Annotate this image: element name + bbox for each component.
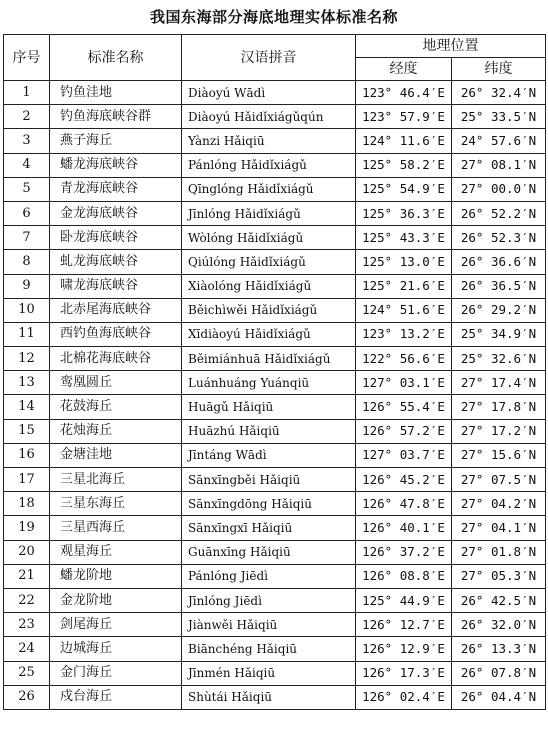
- row-standard-name: 金门海丘: [50, 661, 182, 685]
- row-pinyin: Diàoyú Wādì: [182, 81, 356, 105]
- row-longitude: 124° 11.6′E: [356, 129, 452, 153]
- row-standard-name: 边城海丘: [50, 637, 182, 661]
- row-standard-name: 鸾凰圆丘: [50, 371, 182, 395]
- table-row: [4, 468, 546, 492]
- row-index: 25: [4, 661, 50, 685]
- row-index: 5: [4, 177, 50, 201]
- row-longitude: 126° 08.8′E: [356, 564, 452, 588]
- row-pinyin: Jīnlóng Hǎidǐxiágǔ: [182, 201, 356, 225]
- row-index: 2: [4, 105, 50, 129]
- row-index: 6: [4, 201, 50, 225]
- row-pinyin: Sānxīngdōng Hǎiqiū: [182, 492, 356, 516]
- table-row: [4, 637, 546, 661]
- header-latitude: 纬度: [452, 58, 546, 81]
- row-index: 8: [4, 250, 50, 274]
- row-longitude: 126° 37.2′E: [356, 540, 452, 564]
- table-row: [4, 322, 546, 346]
- row-index: 19: [4, 516, 50, 540]
- row-longitude: 126° 47.8′E: [356, 492, 452, 516]
- table-row: [4, 395, 546, 419]
- row-latitude: 27° 00.0′N: [452, 177, 546, 201]
- row-latitude: 26° 32.4′N: [452, 81, 546, 105]
- table-row: [4, 371, 546, 395]
- geographic-names-table: [3, 34, 546, 710]
- row-longitude: 125° 58.2′E: [356, 153, 452, 177]
- row-pinyin: Pánlóng Jiēdì: [182, 564, 356, 588]
- row-latitude: 26° 13.3′N: [452, 637, 546, 661]
- row-pinyin: Biānchéng Hǎiqiū: [182, 637, 356, 661]
- row-index: 9: [4, 274, 50, 298]
- row-longitude: 126° 45.2′E: [356, 468, 452, 492]
- table-row: [4, 540, 546, 564]
- row-longitude: 125° 36.3′E: [356, 201, 452, 225]
- row-longitude: 123° 46.4′E: [356, 81, 452, 105]
- table-row: [4, 177, 546, 201]
- row-longitude: 126° 57.2′E: [356, 419, 452, 443]
- row-index: 23: [4, 613, 50, 637]
- row-latitude: 26° 07.8′N: [452, 661, 546, 685]
- row-longitude: 125° 44.9′E: [356, 588, 452, 612]
- row-latitude: 27° 05.3′N: [452, 564, 546, 588]
- row-pinyin: Shùtái Hǎiqiū: [182, 685, 356, 709]
- row-longitude: 125° 54.9′E: [356, 177, 452, 201]
- row-longitude: 123° 57.9′E: [356, 105, 452, 129]
- row-index: 10: [4, 298, 50, 322]
- row-standard-name: 三星东海丘: [50, 492, 182, 516]
- table-row: [4, 105, 546, 129]
- row-latitude: 26° 29.2′N: [452, 298, 546, 322]
- row-standard-name: 虬龙海底峡谷: [50, 250, 182, 274]
- row-latitude: 27° 07.5′N: [452, 468, 546, 492]
- header-longitude: 经度: [356, 58, 452, 81]
- table-row: [4, 685, 546, 709]
- row-standard-name: 金龙阶地: [50, 588, 182, 612]
- row-longitude: 126° 12.9′E: [356, 637, 452, 661]
- row-latitude: 26° 36.5′N: [452, 274, 546, 298]
- row-latitude: 27° 04.1′N: [452, 516, 546, 540]
- row-pinyin: Qiúlóng Hǎidǐxiágǔ: [182, 250, 356, 274]
- table-row: [4, 81, 546, 105]
- row-standard-name: 蟠龙阶地: [50, 564, 182, 588]
- table-row: [4, 613, 546, 637]
- row-longitude: 126° 55.4′E: [356, 395, 452, 419]
- table-body: [4, 81, 546, 710]
- row-standard-name: 钓鱼洼地: [50, 81, 182, 105]
- table-row: [4, 250, 546, 274]
- row-standard-name: 蟠龙海底峡谷: [50, 153, 182, 177]
- row-pinyin: Sānxīngběi Hǎiqiū: [182, 468, 356, 492]
- table-row: [4, 443, 546, 467]
- row-latitude: 27° 01.8′N: [452, 540, 546, 564]
- row-longitude: 126° 17.3′E: [356, 661, 452, 685]
- row-standard-name: 戍台海丘: [50, 685, 182, 709]
- row-index: 1: [4, 81, 50, 105]
- header-index: 序号: [4, 35, 50, 81]
- row-longitude: 125° 43.3′E: [356, 226, 452, 250]
- row-pinyin: Pánlóng Hǎidǐxiágǔ: [182, 153, 356, 177]
- row-longitude: 125° 21.6′E: [356, 274, 452, 298]
- table-row: [4, 226, 546, 250]
- row-standard-name: 金塘洼地: [50, 443, 182, 467]
- row-pinyin: Jiànwěi Hǎiqiū: [182, 613, 356, 637]
- row-pinyin: Luánhuáng Yuánqiū: [182, 371, 356, 395]
- row-index: 20: [4, 540, 50, 564]
- row-index: 11: [4, 322, 50, 346]
- row-latitude: 26° 04.4′N: [452, 685, 546, 709]
- row-longitude: 125° 13.0′E: [356, 250, 452, 274]
- row-latitude: 27° 17.2′N: [452, 419, 546, 443]
- row-pinyin: Sānxīngxī Hǎiqiū: [182, 516, 356, 540]
- table-row: [4, 201, 546, 225]
- row-latitude: 27° 04.2′N: [452, 492, 546, 516]
- row-standard-name: 北棉花海底峡谷: [50, 347, 182, 371]
- row-pinyin: Yànzi Hǎiqiū: [182, 129, 356, 153]
- row-index: 3: [4, 129, 50, 153]
- row-index: 24: [4, 637, 50, 661]
- header-location: 地理位置: [356, 35, 546, 58]
- header-standard-name: 标准名称: [50, 35, 182, 81]
- row-index: 26: [4, 685, 50, 709]
- row-pinyin: Xīdiàoyú Hǎidǐxiágǔ: [182, 322, 356, 346]
- table-row: [4, 661, 546, 685]
- row-pinyin: Běimiánhuā Hǎidǐxiágǔ: [182, 347, 356, 371]
- row-standard-name: 金龙海底峡谷: [50, 201, 182, 225]
- row-longitude: 122° 56.6′E: [356, 347, 452, 371]
- row-longitude: 124° 51.6′E: [356, 298, 452, 322]
- row-index: 14: [4, 395, 50, 419]
- table-row: [4, 588, 546, 612]
- row-latitude: 25° 33.5′N: [452, 105, 546, 129]
- row-index: 21: [4, 564, 50, 588]
- row-standard-name: 花鼓海丘: [50, 395, 182, 419]
- row-pinyin: Jīntáng Wādì: [182, 443, 356, 467]
- row-latitude: 25° 34.9′N: [452, 322, 546, 346]
- table-row: [4, 419, 546, 443]
- row-index: 12: [4, 347, 50, 371]
- row-index: 16: [4, 443, 50, 467]
- table-row: [4, 516, 546, 540]
- row-standard-name: 剑尾海丘: [50, 613, 182, 637]
- row-longitude: 126° 12.7′E: [356, 613, 452, 637]
- table-row: [4, 492, 546, 516]
- row-index: 15: [4, 419, 50, 443]
- header-pinyin: 汉语拼音: [182, 35, 356, 81]
- row-pinyin: Jīnlóng Jiēdì: [182, 588, 356, 612]
- table-row: [4, 298, 546, 322]
- row-index: 4: [4, 153, 50, 177]
- row-pinyin: Guānxīng Hǎiqiū: [182, 540, 356, 564]
- table-row: [4, 129, 546, 153]
- row-standard-name: 青龙海底峡谷: [50, 177, 182, 201]
- row-pinyin: Qīnglóng Hǎidǐxiágǔ: [182, 177, 356, 201]
- row-pinyin: Huāzhú Hǎiqiū: [182, 419, 356, 443]
- row-standard-name: 花烛海丘: [50, 419, 182, 443]
- table-title: 我国东海部分海底地理实体标准名称: [149, 8, 398, 26]
- row-longitude: 126° 40.1′E: [356, 516, 452, 540]
- row-standard-name: 卧龙海底峡谷: [50, 226, 182, 250]
- row-standard-name: 钓鱼海底峡谷群: [50, 105, 182, 129]
- row-pinyin: Jīnmén Hǎiqiū: [182, 661, 356, 685]
- row-pinyin: Huāgǔ Hǎiqiū: [182, 395, 356, 419]
- row-latitude: 24° 57.6′N: [452, 129, 546, 153]
- row-longitude: 127° 03.7′E: [356, 443, 452, 467]
- row-latitude: 26° 36.6′N: [452, 250, 546, 274]
- row-latitude: 27° 15.6′N: [452, 443, 546, 467]
- row-index: 17: [4, 468, 50, 492]
- row-standard-name: 北赤尾海底峡谷: [50, 298, 182, 322]
- row-pinyin: Diàoyú Hǎidǐxiágǔqún: [182, 105, 356, 129]
- table-row: [4, 564, 546, 588]
- row-longitude: 126° 02.4′E: [356, 685, 452, 709]
- row-index: 22: [4, 588, 50, 612]
- row-latitude: 27° 17.4′N: [452, 371, 546, 395]
- row-pinyin: Wòlóng Hǎidǐxiágǔ: [182, 226, 356, 250]
- row-pinyin: Xiàolóng Hǎidǐxiágǔ: [182, 274, 356, 298]
- row-longitude: 123° 13.2′E: [356, 322, 452, 346]
- row-latitude: 25° 32.6′N: [452, 347, 546, 371]
- table-row: [4, 347, 546, 371]
- row-pinyin: Běichìwěi Hǎidǐxiágǔ: [182, 298, 356, 322]
- row-standard-name: 燕子海丘: [50, 129, 182, 153]
- row-standard-name: 三星西海丘: [50, 516, 182, 540]
- row-standard-name: 三星北海丘: [50, 468, 182, 492]
- table-row: [4, 274, 546, 298]
- row-standard-name: 啸龙海底峡谷: [50, 274, 182, 298]
- row-latitude: 26° 52.3′N: [452, 226, 546, 250]
- row-latitude: 27° 08.1′N: [452, 153, 546, 177]
- row-index: 7: [4, 226, 50, 250]
- row-index: 18: [4, 492, 50, 516]
- row-latitude: 26° 42.5′N: [452, 588, 546, 612]
- row-standard-name: 西钓鱼海底峡谷: [50, 322, 182, 346]
- row-latitude: 26° 32.0′N: [452, 613, 546, 637]
- table-row: [4, 153, 546, 177]
- row-latitude: 26° 52.2′N: [452, 201, 546, 225]
- row-longitude: 127° 03.1′E: [356, 371, 452, 395]
- row-latitude: 27° 17.8′N: [452, 395, 546, 419]
- row-index: 13: [4, 371, 50, 395]
- row-standard-name: 观星海丘: [50, 540, 182, 564]
